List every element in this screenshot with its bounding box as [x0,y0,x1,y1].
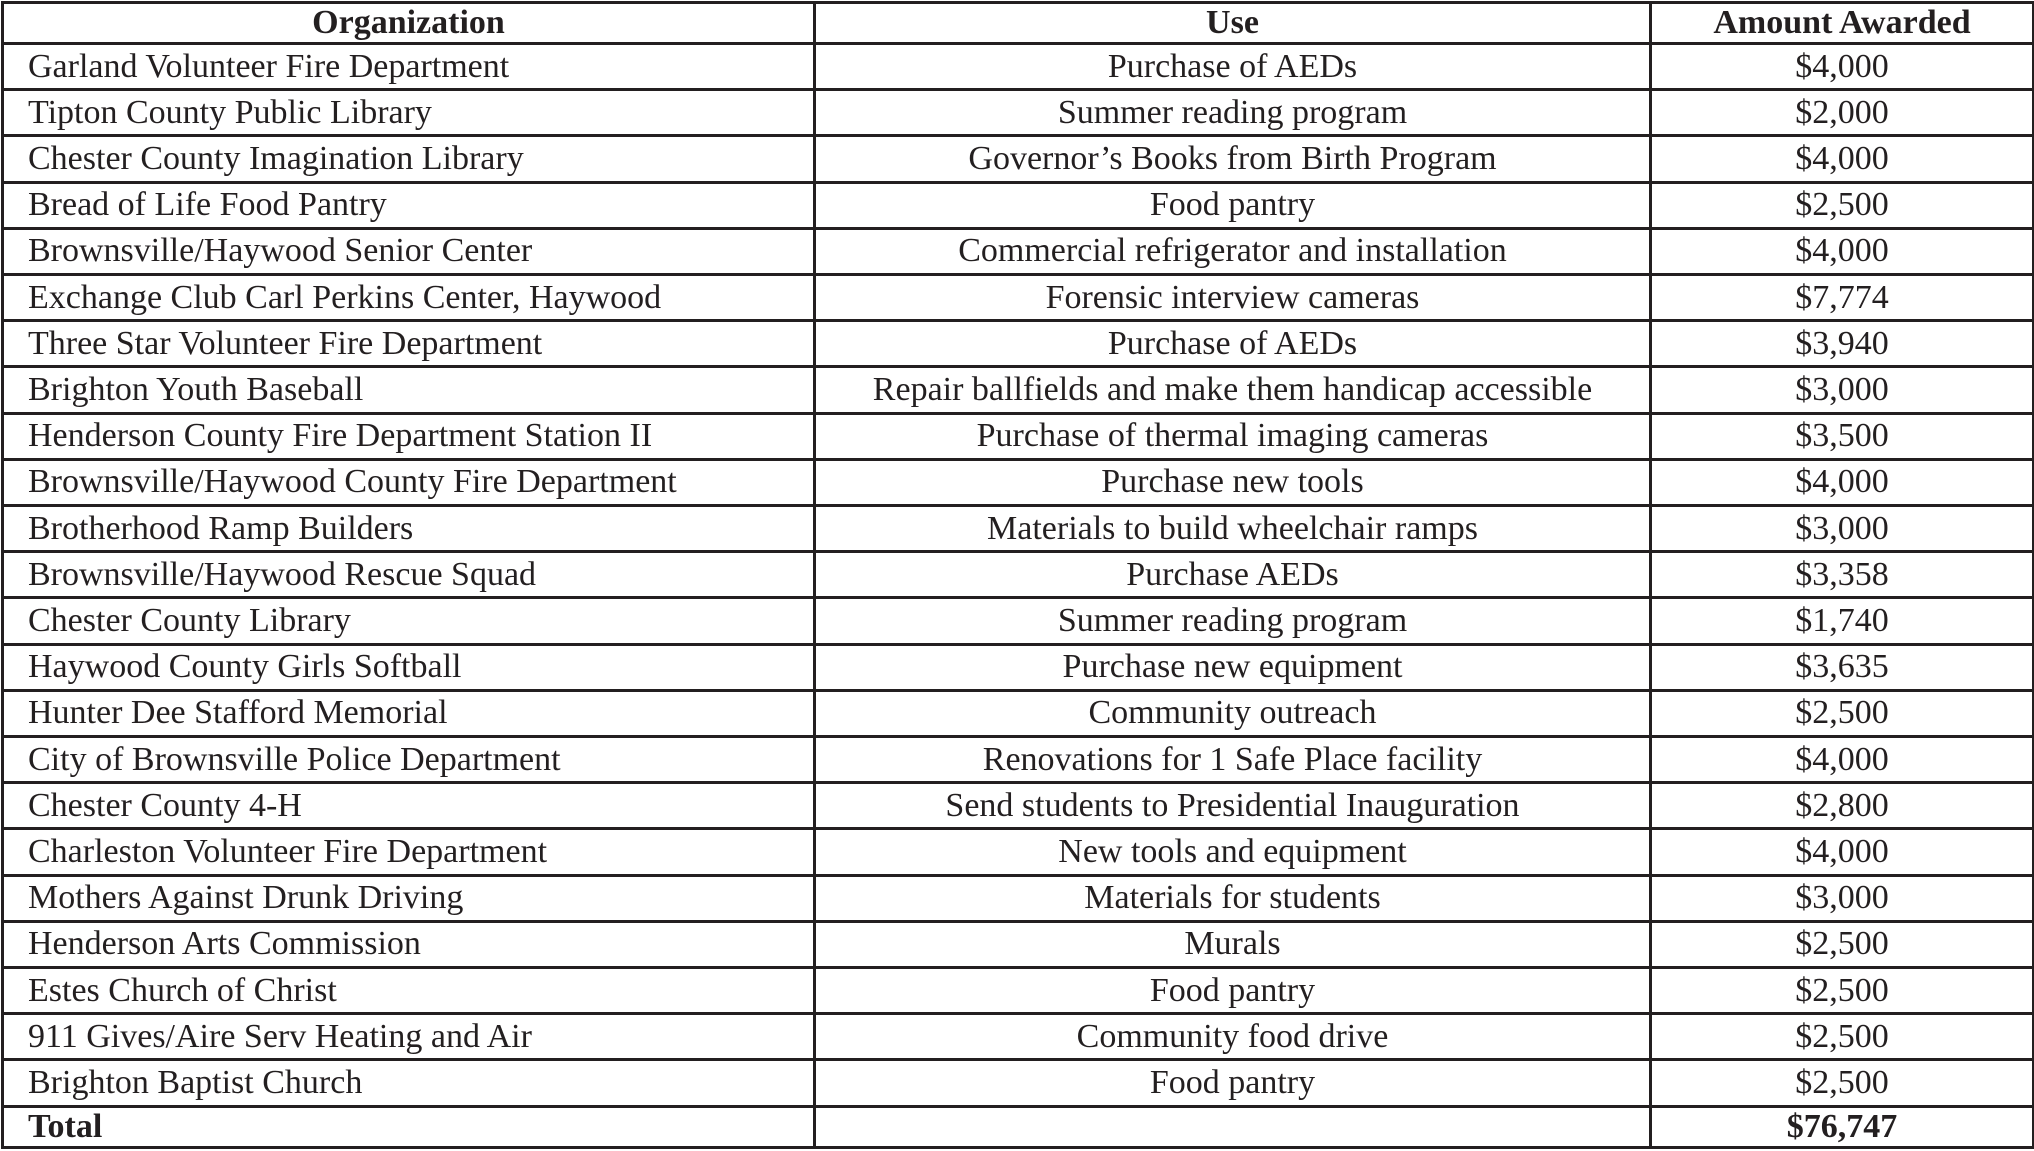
table-row [3,1060,2034,1107]
use-cell: Purchase AEDs [815,552,1651,598]
use-cell: Purchase new tools [815,459,1651,505]
use-cell: Community food drive [815,1014,1651,1060]
organization-cell: Brownsville/Haywood County Fire Department [3,459,815,505]
organization-cell: Garland Volunteer Fire Department [3,44,815,90]
amount-cell: $3,000 [1651,875,2034,921]
total-use [815,1107,1651,1148]
organization-cell: Brighton Baptist Church [3,1060,815,1107]
total-amount: $76,747 [1651,1107,2034,1148]
use-cell: Purchase new equipment [815,644,1651,690]
table-row [3,321,2034,367]
amount-cell: $2,500 [1651,182,2034,228]
use-cell: Purchase of thermal imaging cameras [815,413,1651,459]
table-row [3,90,2034,136]
use-cell: Repair ballfields and make them handicap accessible [815,367,1651,413]
total-label: Total [3,1107,815,1148]
amount-cell: $4,000 [1651,228,2034,274]
organization-cell: Exchange Club Carl Perkins Center, Haywood [3,275,815,321]
total-row [3,1107,2034,1148]
header-row [3,3,2034,44]
organization-cell: Charleston Volunteer Fire Department [3,829,815,875]
table-row [3,182,2034,228]
table-row [3,690,2034,736]
organization-cell: Brighton Youth Baseball [3,367,815,413]
table-row [3,644,2034,690]
organization-cell: Henderson County Fire Department Station II [3,413,815,459]
table-body [3,44,2034,1107]
organization-cell: Chester County 4-H [3,783,815,829]
table-row [3,506,2034,552]
amount-cell: $2,500 [1651,921,2034,967]
amount-cell: $3,940 [1651,321,2034,367]
use-cell: Summer reading program [815,90,1651,136]
use-cell: Purchase of AEDs [815,44,1651,90]
use-cell: Food pantry [815,968,1651,1014]
table-row [3,552,2034,598]
organization-cell: Chester County Imagination Library [3,136,815,182]
amount-cell: $2,500 [1651,968,2034,1014]
organization-cell: Three Star Volunteer Fire Department [3,321,815,367]
use-cell: Forensic interview cameras [815,275,1651,321]
organization-cell: Tipton County Public Library [3,90,815,136]
table-row [3,921,2034,967]
organization-cell: Brotherhood Ramp Builders [3,506,815,552]
amount-cell: $2,000 [1651,90,2034,136]
use-cell: Community outreach [815,690,1651,736]
amount-cell: $2,500 [1651,1060,2034,1107]
use-cell: Commercial refrigerator and installation [815,228,1651,274]
header-organization: Organization [3,3,815,44]
organization-cell: City of Brownsville Police Department [3,737,815,783]
organization-cell: 911 Gives/Aire Serv Heating and Air [3,1014,815,1060]
amount-cell: $3,358 [1651,552,2034,598]
organization-cell: Mothers Against Drunk Driving [3,875,815,921]
header-use: Use [815,3,1651,44]
organization-cell: Brownsville/Haywood Senior Center [3,228,815,274]
organization-cell: Bread of Life Food Pantry [3,182,815,228]
awards-table [1,1,2034,1149]
amount-cell: $3,500 [1651,413,2034,459]
use-cell: Food pantry [815,1060,1651,1107]
amount-cell: $1,740 [1651,598,2034,644]
use-cell: Governor’s Books from Birth Program [815,136,1651,182]
organization-cell: Brownsville/Haywood Rescue Squad [3,552,815,598]
use-cell: Food pantry [815,182,1651,228]
amount-cell: $4,000 [1651,136,2034,182]
table-row [3,228,2034,274]
table-row [3,413,2034,459]
use-cell: New tools and equipment [815,829,1651,875]
use-cell: Materials to build wheelchair ramps [815,506,1651,552]
table-row [3,367,2034,413]
table-row [3,275,2034,321]
organization-cell: Henderson Arts Commission [3,921,815,967]
amount-cell: $2,500 [1651,1014,2034,1060]
table-row [3,829,2034,875]
use-cell: Renovations for 1 Safe Place facility [815,737,1651,783]
table-row [3,737,2034,783]
organization-cell: Haywood County Girls Softball [3,644,815,690]
amount-cell: $3,635 [1651,644,2034,690]
table-row [3,136,2034,182]
table-row [3,598,2034,644]
amount-cell: $2,800 [1651,783,2034,829]
use-cell: Send students to Presidential Inauguration [815,783,1651,829]
use-cell: Summer reading program [815,598,1651,644]
use-cell: Materials for students [815,875,1651,921]
table-row [3,875,2034,921]
header-amount-awarded: Amount Awarded [1651,3,2034,44]
use-cell: Murals [815,921,1651,967]
table-row [3,968,2034,1014]
table-row [3,44,2034,90]
table-row [3,1014,2034,1060]
amount-cell: $3,000 [1651,367,2034,413]
amount-cell: $4,000 [1651,44,2034,90]
amount-cell: $4,000 [1651,829,2034,875]
amount-cell: $2,500 [1651,690,2034,736]
amount-cell: $4,000 [1651,459,2034,505]
organization-cell: Chester County Library [3,598,815,644]
table-row [3,783,2034,829]
organization-cell: Hunter Dee Stafford Memorial [3,690,815,736]
amount-cell: $4,000 [1651,737,2034,783]
use-cell: Purchase of AEDs [815,321,1651,367]
amount-cell: $3,000 [1651,506,2034,552]
amount-cell: $7,774 [1651,275,2034,321]
table-row [3,459,2034,505]
organization-cell: Estes Church of Christ [3,968,815,1014]
